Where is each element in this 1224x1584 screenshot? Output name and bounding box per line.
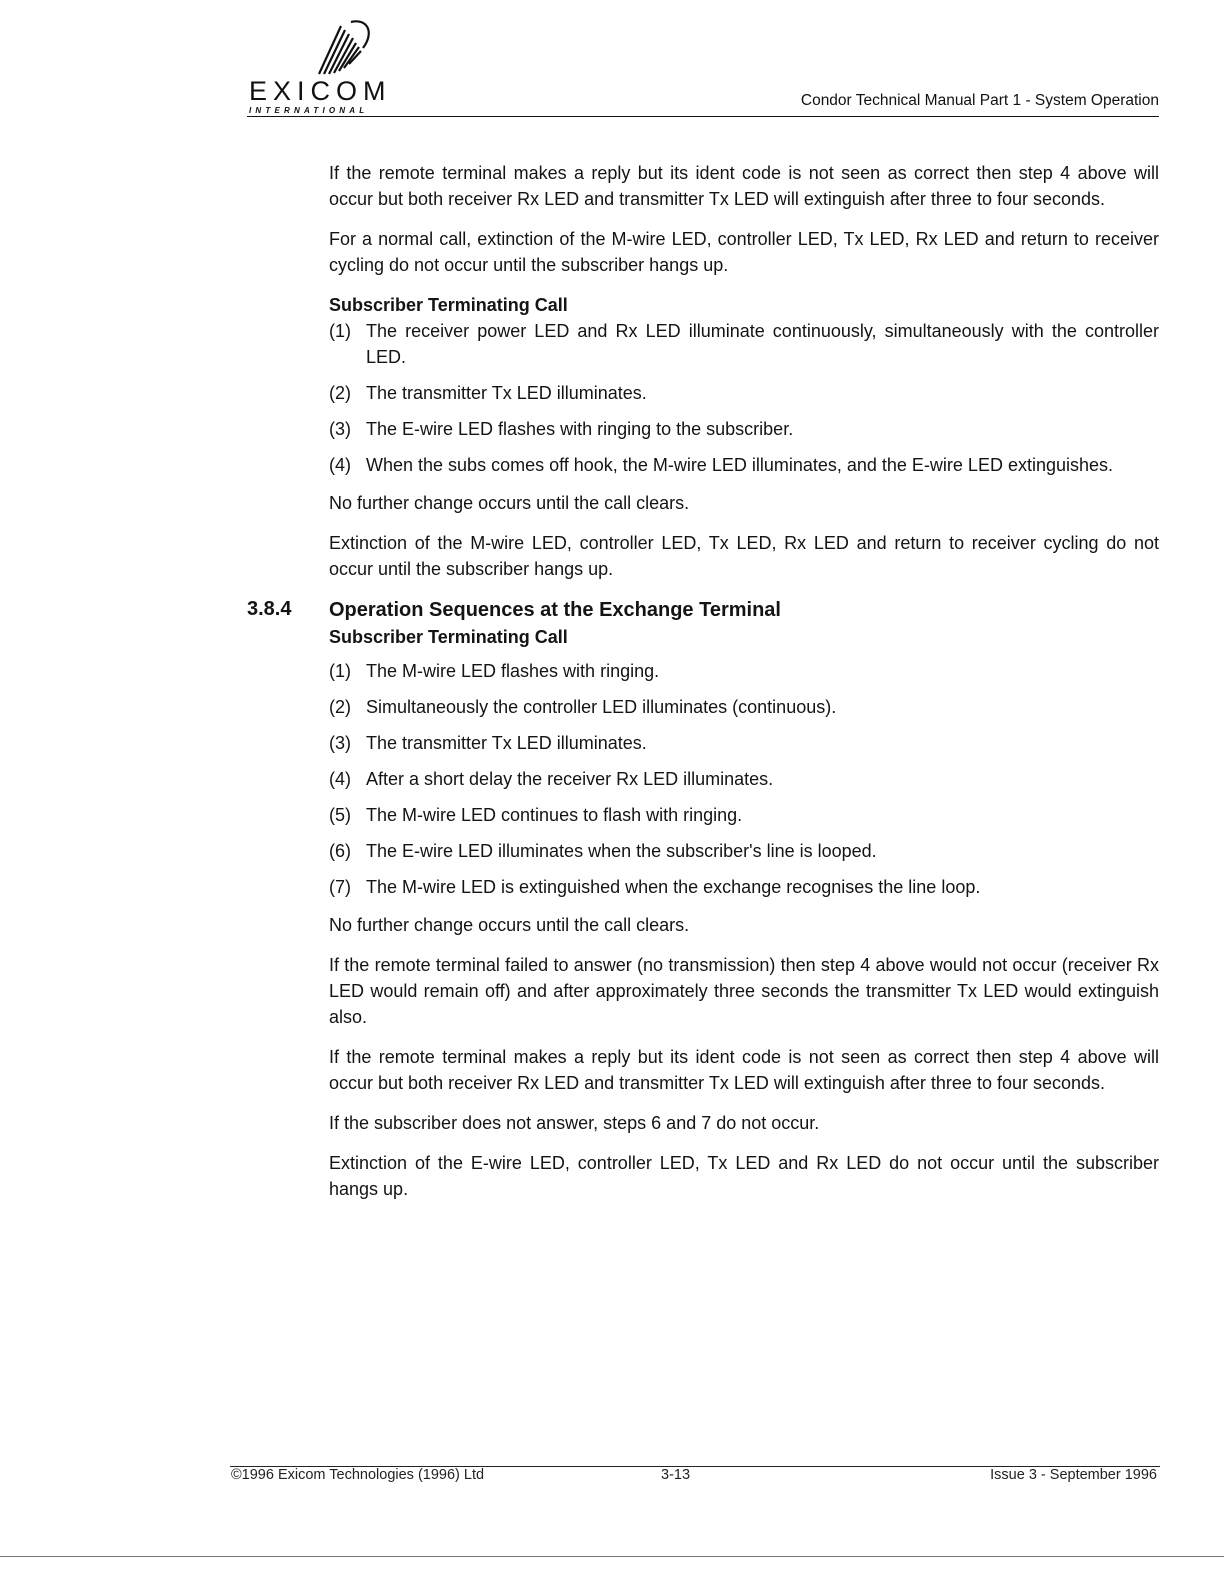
paragraph: Extinction of the E-wire LED, controller LED, Tx LED and Rx LED do not occur until the subscriber hangs up. (329, 1153, 1159, 1199)
list-item (329, 802, 1159, 828)
logo-wordmark: EXICOM (249, 76, 392, 106)
paragraph: No further change occurs until the call clears. (329, 493, 690, 513)
list-item (329, 658, 1159, 684)
step-number: (4) (329, 769, 351, 789)
step-text: When the subs comes off hook, the M-wire LED illuminates, and the E-wire LED extinguishes. (366, 455, 1114, 475)
step-number: (2) (329, 697, 351, 717)
paragraph: If the remote terminal makes a reply but its ident code is not seen as correct then step 4 above will occur but both receiver Rx LED and transmitter Tx LED will extinguish after three to four seconds. (329, 163, 1159, 209)
list-item (329, 318, 1159, 370)
scan-edge-line (0, 1556, 1224, 1557)
paragraph: No further change occurs until the call clears. (329, 915, 690, 935)
footer-copyright: ©1996 Exicom Technologies (1996) Ltd (231, 1467, 485, 1483)
step-list (329, 318, 1159, 478)
page-body (247, 160, 1159, 1216)
step-number: (4) (329, 455, 351, 475)
manual-title: Condor Technical Manual Part 1 - System Operation (800, 92, 1159, 109)
list-item (329, 874, 1159, 900)
list-item (329, 694, 1159, 720)
section-title: Operation Sequences at the Exchange Terminal (329, 599, 781, 621)
logo-subtitle: INTERNATIONAL (249, 106, 369, 115)
step-number: (5) (329, 805, 351, 825)
step-number: (7) (329, 877, 351, 897)
step-number: (2) (329, 383, 351, 403)
step-list (329, 658, 1159, 900)
step-number: (1) (329, 661, 351, 681)
step-number: (6) (329, 841, 351, 861)
step-text: The E-wire LED flashes with ringing to the subscriber. (366, 419, 794, 439)
paragraph: Extinction of the M-wire LED, controller LED, Tx LED, Rx LED and return to receiver cycling do not occur until the subscriber hangs up. (329, 533, 1159, 579)
step-number: (3) (329, 733, 351, 753)
paragraph: If the subscriber does not answer, steps 6 and 7 do not occur. (329, 1113, 820, 1133)
list-item (329, 838, 1159, 864)
step-text: The E-wire LED illuminates when the subscriber's line is looped. (366, 841, 877, 861)
list-item (329, 452, 1159, 478)
step-text: The transmitter Tx LED illuminates. (366, 733, 647, 753)
list-item (329, 766, 1159, 792)
footer-issue: Issue 3 - September 1996 (990, 1467, 1157, 1483)
step-number: (1) (329, 321, 351, 341)
subheading: Subscriber Terminating Call (329, 295, 568, 315)
step-text: The M-wire LED is extinguished when the exchange recognises the line loop. (366, 877, 981, 897)
section-number: 3.8.4 (247, 598, 292, 620)
list-item (329, 416, 1159, 442)
list-item (329, 380, 1159, 406)
paragraph: If the remote terminal failed to answer (no transmission) then step 4 above would not occur (receiver Rx LED would remain off) and after approximately three seconds the transmitter Tx LED would extinguish also. (329, 955, 1159, 1027)
header-divider (247, 116, 1159, 117)
step-number: (3) (329, 419, 351, 439)
paragraph: For a normal call, extinction of the M-wire LED, controller LED, Tx LED, Rx LED and return to receiver cycling do not occur until the subscriber hangs up. (329, 229, 1159, 275)
section-3-8-4 (247, 596, 1159, 1202)
step-text: The transmitter Tx LED illuminates. (366, 383, 647, 403)
footer-page-number: 3-13 (661, 1467, 691, 1483)
page-header (247, 18, 1159, 118)
step-text: The M-wire LED flashes with ringing. (366, 661, 660, 681)
step-text: The M-wire LED continues to flash with ringing. (366, 805, 743, 825)
exicom-logo (247, 18, 407, 114)
step-text: The receiver power LED and Rx LED illuminate continuously, simultaneously with the controller LED. (366, 321, 1159, 367)
step-text: Simultaneously the controller LED illuminates (continuous). (366, 697, 837, 717)
subheading: Subscriber Terminating Call (329, 627, 568, 647)
step-text: After a short delay the receiver Rx LED illuminates. (366, 769, 774, 789)
exicom-logo-icon (289, 18, 379, 76)
list-item (329, 730, 1159, 756)
paragraph: If the remote terminal makes a reply but its ident code is not seen as correct then step 4 above will occur but both receiver Rx LED and transmitter Tx LED will extinguish after three to four seconds. (329, 1047, 1159, 1093)
